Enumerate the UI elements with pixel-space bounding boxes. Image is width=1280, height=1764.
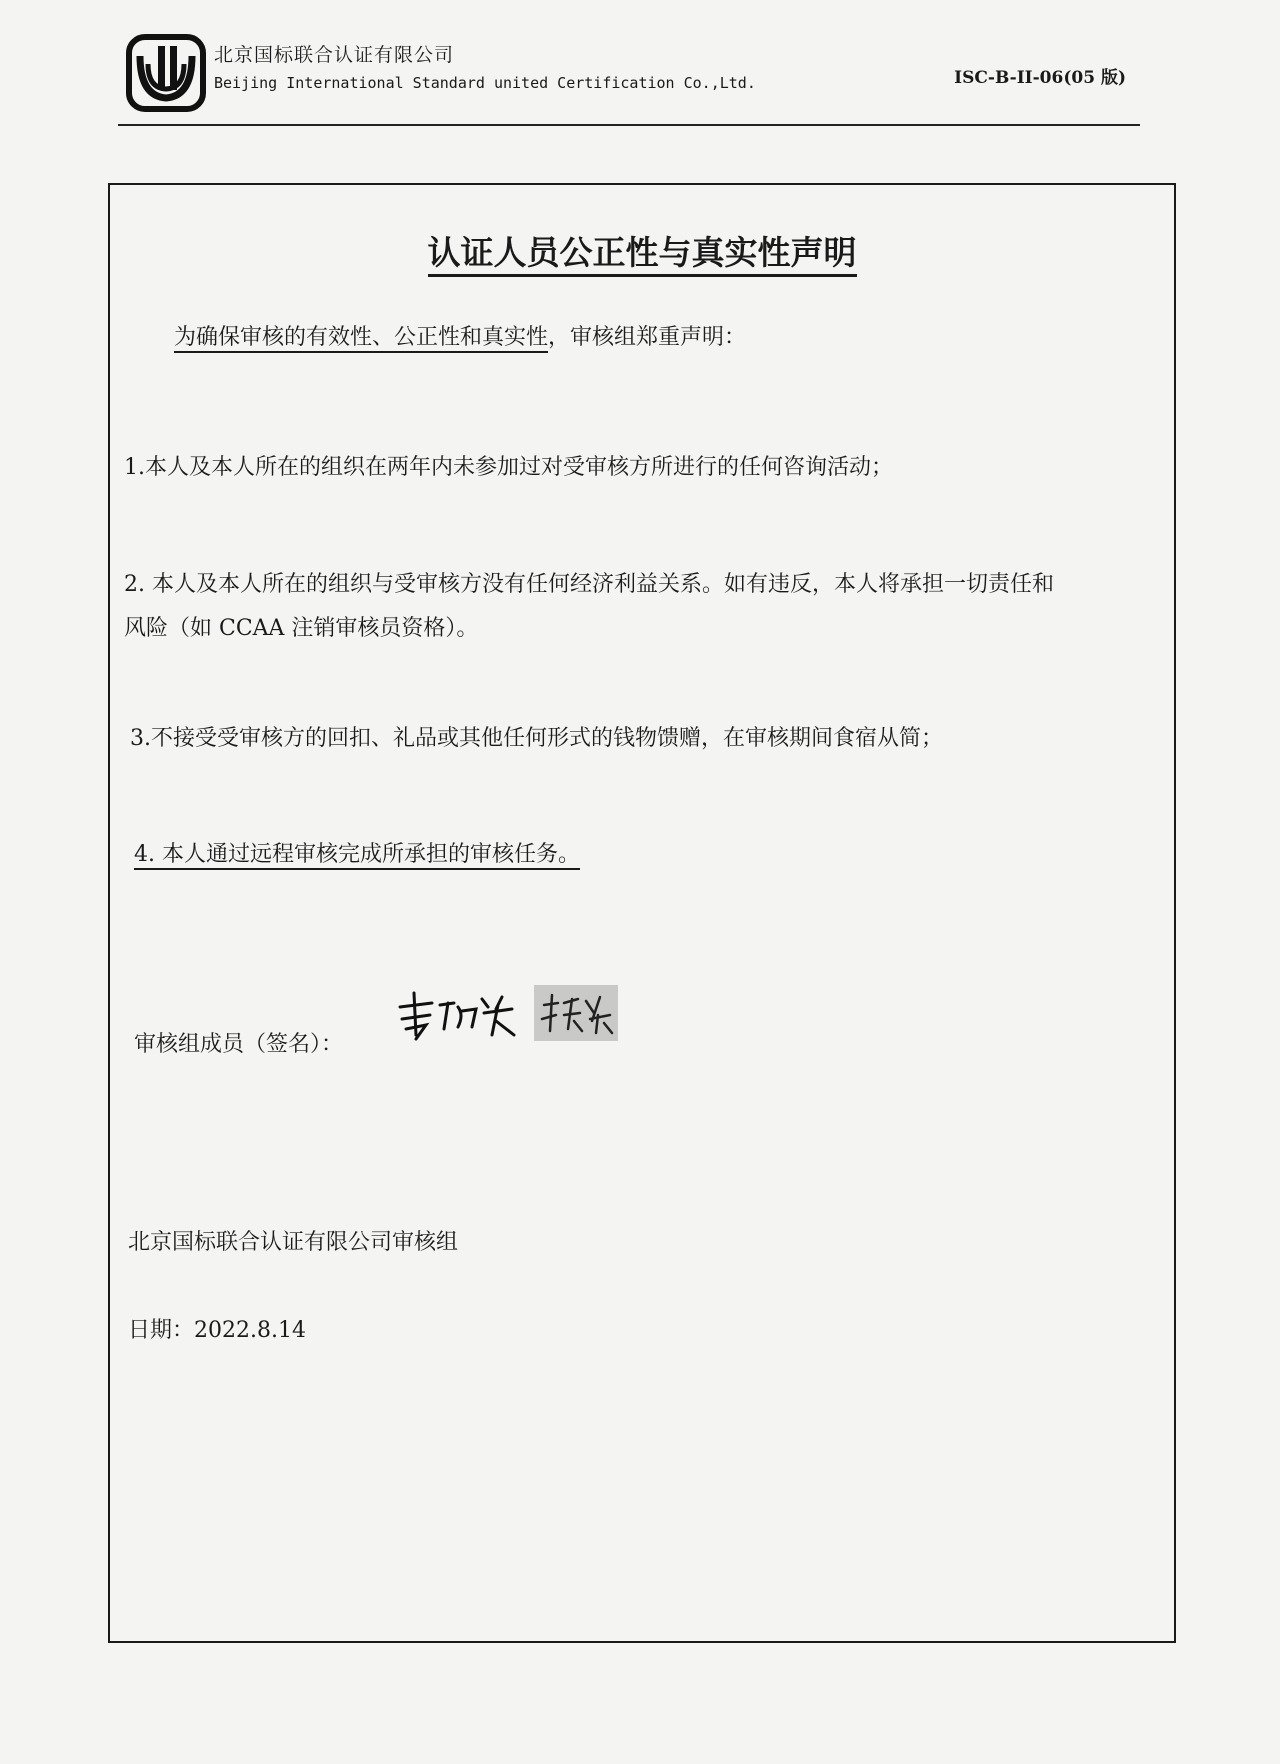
header-divider: [118, 124, 1140, 126]
signature-1: [392, 985, 522, 1045]
intro-statement: [174, 320, 746, 351]
signature-label: 审核组成员（签名）：: [134, 1032, 344, 1057]
declaration-item-2-line-2: 风险（如 CCAA 注销审核员资格）。: [124, 616, 479, 641]
declaration-item-2-line-1: 2. 本人及本人所在的组织与受审核方没有任何经济利益关系。如有违反，本人将承担一切责任和: [124, 572, 1054, 597]
audit-team-organization: 北京国标联合认证有限公司审核组: [128, 1230, 459, 1255]
document-title-text: 认证人员公正性与真实性声明: [428, 233, 857, 277]
document-title: [110, 227, 1174, 274]
page-header: [118, 30, 1138, 130]
form-code: ISC-B-II-06(05 版): [954, 68, 1126, 88]
declaration-item-3: 3.不接受受审核方的回扣、礼品或其他任何形式的钱物馈赠，在审核期间食宿从简；: [130, 726, 943, 751]
date-value: 2022.8.14: [194, 1318, 306, 1343]
bisc-logo-icon: [126, 34, 206, 112]
intro-underlined-text: 为确保审核的有效性、公正性和真实性: [174, 325, 548, 353]
declaration-item-4-text: 4. 本人通过远程审核完成所承担的审核任务。: [134, 842, 580, 870]
intro-rest-text: ，审核组郑重声明：: [548, 325, 747, 350]
declaration-item-4: [134, 837, 580, 868]
date-line: [128, 1313, 306, 1344]
company-name-en: Beijing International Standard united Certification Co.,Ltd.: [214, 74, 756, 92]
declaration-frame: [108, 183, 1176, 1643]
signature-2-stamp: [534, 985, 618, 1041]
company-name-cn: 北京国标联合认证有限公司: [214, 44, 455, 66]
date-label: 日期：: [128, 1318, 195, 1343]
declaration-item-1: 1.本人及本人所在的组织在两年内未参加过对受审核方所进行的任何咨询活动；: [124, 455, 893, 480]
